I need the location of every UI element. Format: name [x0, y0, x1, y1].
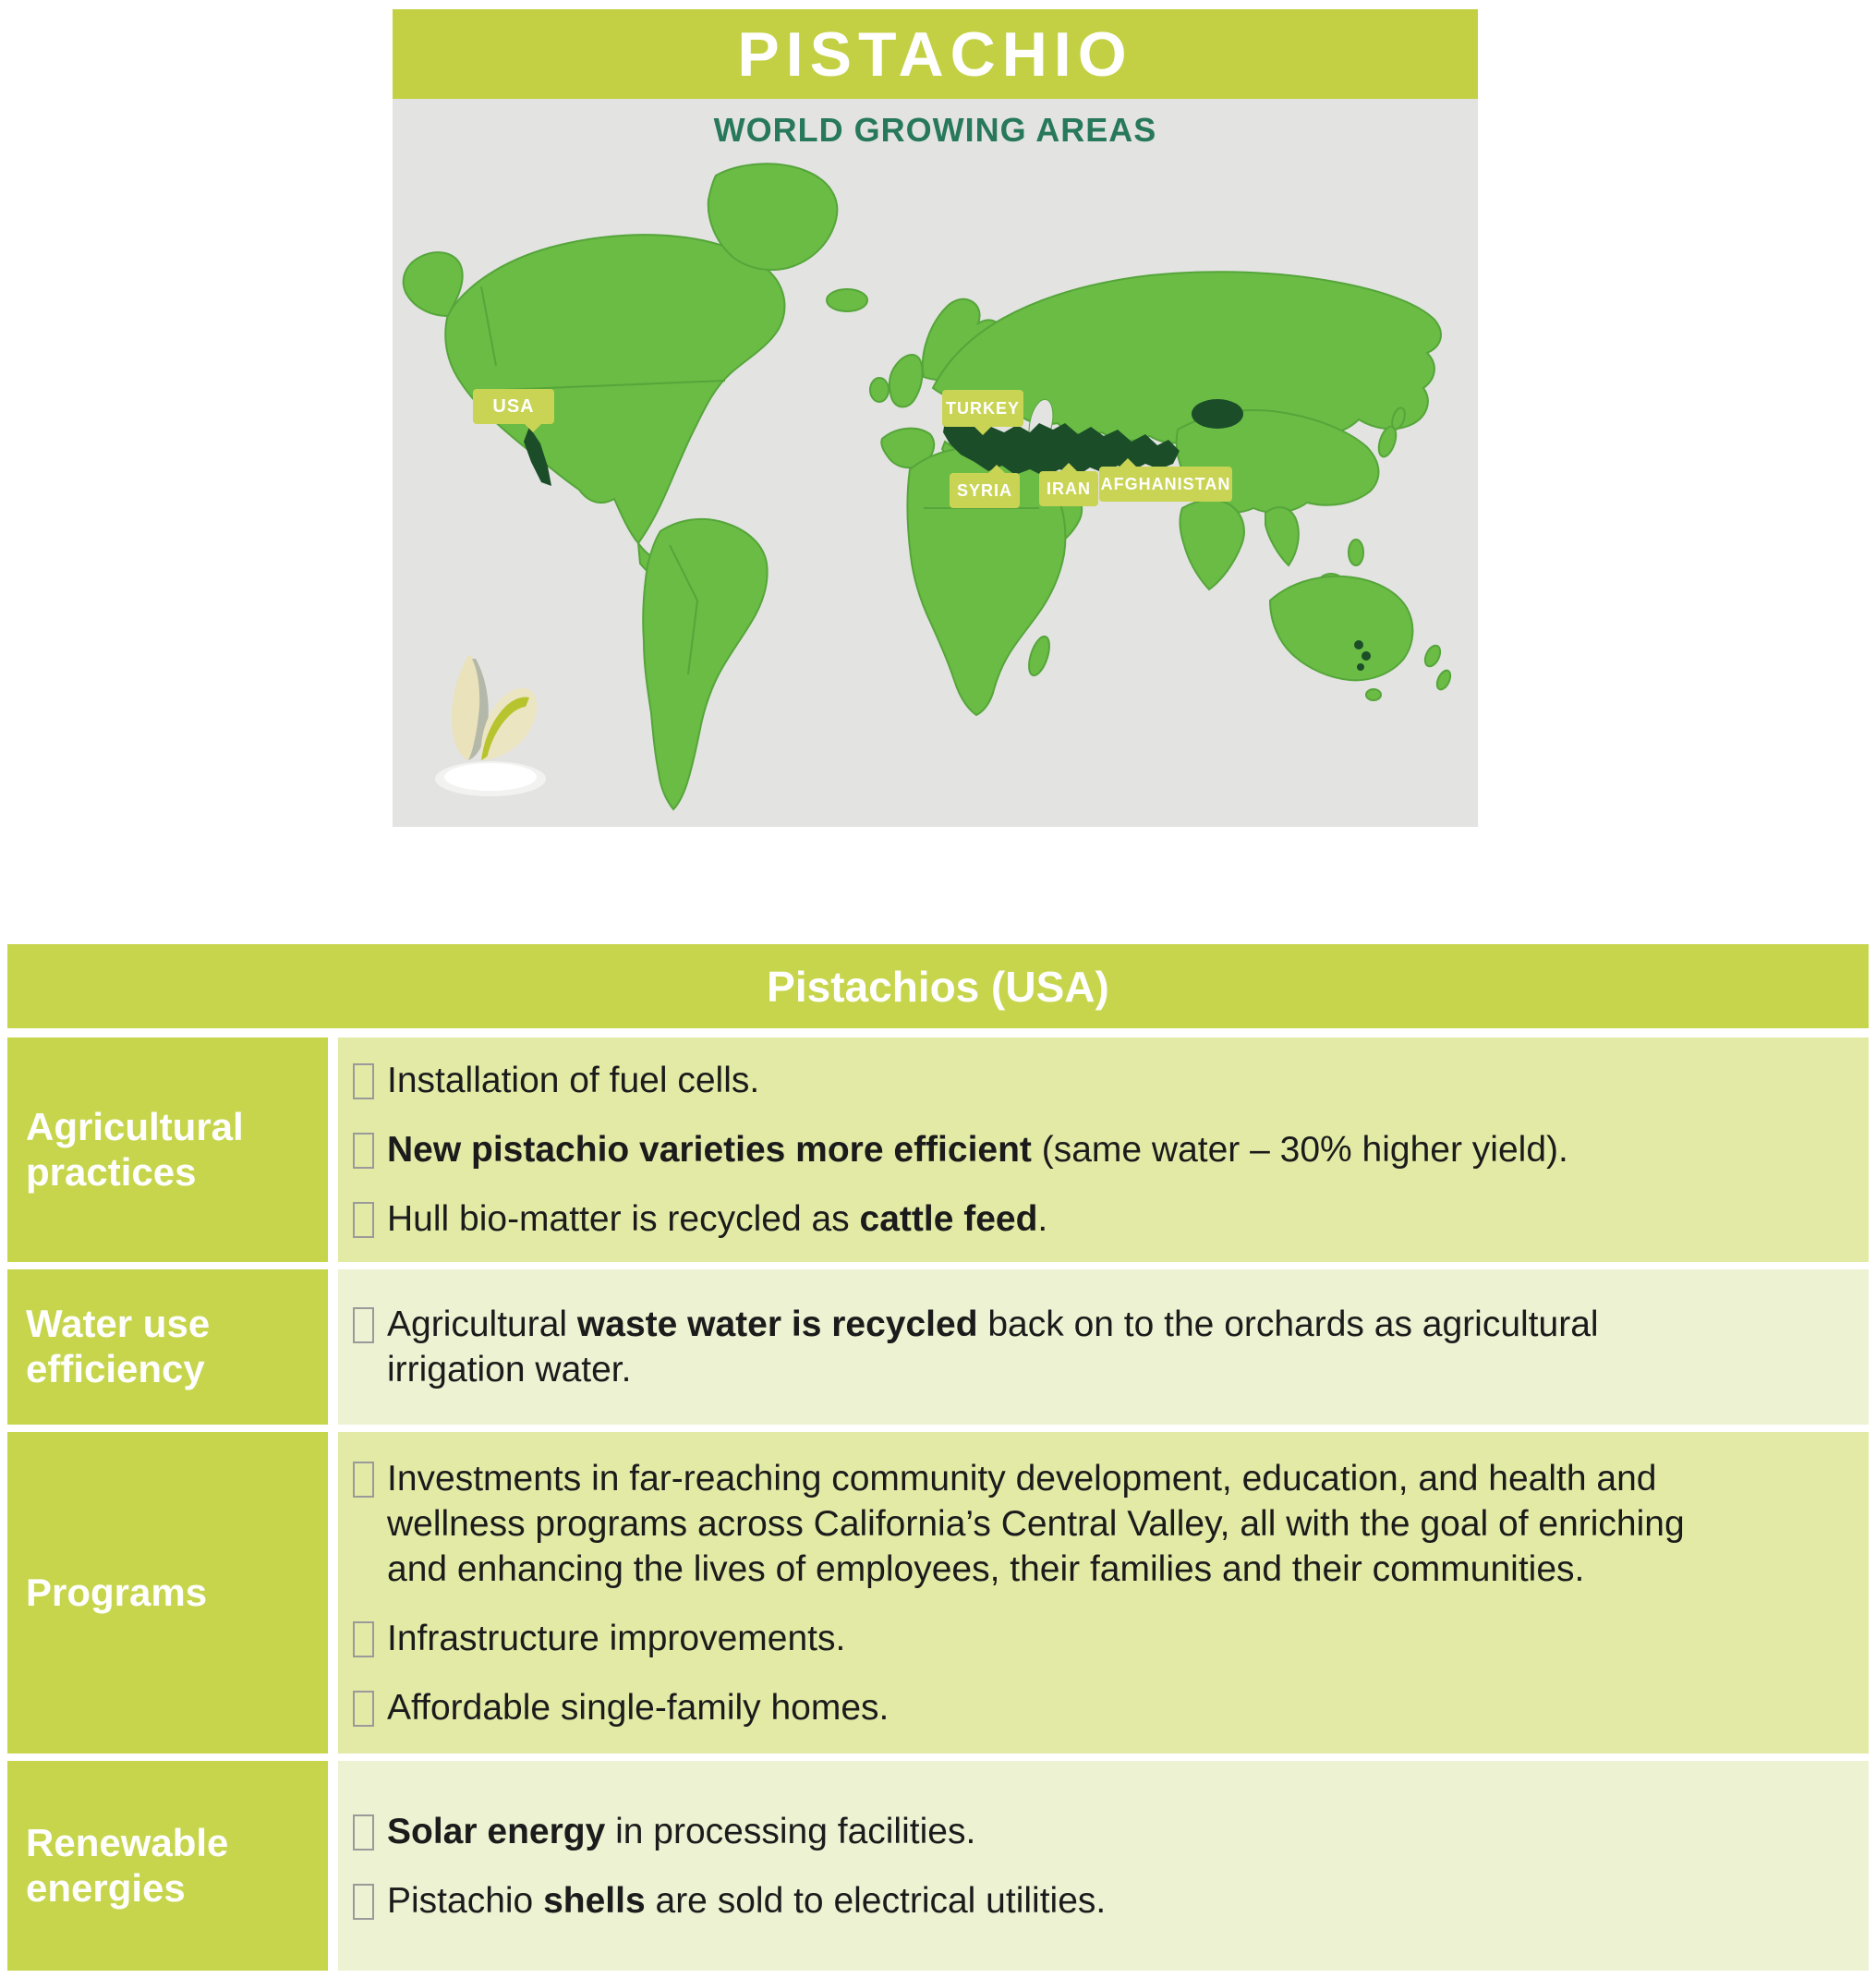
bullet-item [353, 1456, 1730, 1592]
table-row [7, 1761, 1869, 1971]
table-row [7, 1038, 1869, 1262]
world-map-figure [393, 9, 1478, 827]
bullet-item [353, 1058, 1730, 1103]
bullet-square-icon [353, 1202, 374, 1238]
row-content [338, 1038, 1869, 1262]
row-label: Water use efficiency [7, 1269, 328, 1425]
bullet-square-icon [353, 1063, 374, 1099]
bullet-text: Affordable single-family homes. [387, 1687, 890, 1728]
bullet-text: Investments in far-reaching community development, education, and health and wellness programs across California’s Central Valley, all with the goal of enriching and enhancing the lives of employees, their families and their communities. [387, 1458, 1685, 1589]
row-content [338, 1761, 1869, 1971]
bullet-square-icon [353, 1307, 374, 1343]
bullet-item [353, 1302, 1730, 1392]
table-header: Pistachios (USA) [7, 944, 1869, 1028]
bullet-square-icon [353, 1884, 374, 1920]
bullet-item [353, 1878, 1730, 1923]
bullet-text: Infrastructure improvements. [387, 1618, 846, 1658]
bullet-square-icon [353, 1691, 374, 1727]
bullet-text: Solar energy in processing facilities. [387, 1811, 976, 1851]
growing-areas-table [7, 944, 1869, 1978]
table-row [7, 1269, 1869, 1425]
bullet-text: Pistachio shells are sold to electrical utilities. [387, 1880, 1107, 1921]
pistachio-logo-icon [431, 642, 551, 799]
bullet-text: New pistachio varieties more efficient (same water – 30% higher yield). [387, 1130, 1568, 1170]
bullet-text: Agricultural waste water is recycled back on to the orchards as agricultural irrigation water. [387, 1305, 1599, 1389]
map-banner [393, 9, 1478, 99]
row-label: Renewable energies [7, 1761, 328, 1971]
row-label: Agricultural practices [7, 1038, 328, 1262]
row-content [338, 1269, 1869, 1425]
bullet-item [353, 1127, 1730, 1172]
row-content [338, 1432, 1869, 1754]
map-subtitle: WORLD GROWING AREAS [713, 111, 1157, 149]
bullet-square-icon [353, 1814, 374, 1851]
row-label: Programs [7, 1432, 328, 1754]
bullet-item [353, 1616, 1730, 1661]
map-tag-usa: USA [473, 389, 554, 424]
map-tag-iran: IRAN [1039, 471, 1098, 506]
continent-australia [1270, 576, 1453, 700]
bullet-item [353, 1809, 1730, 1854]
map-tag-turkey: TURKEY [942, 390, 1023, 427]
bullet-item [353, 1685, 1730, 1730]
table-rows [7, 1038, 1869, 1971]
bullet-square-icon [353, 1462, 374, 1498]
continent-south-america [643, 519, 767, 809]
table-row [7, 1432, 1869, 1754]
map-tag-afghanistan: AFGHANISTAN [1099, 467, 1232, 502]
map-title: PISTACHIO [737, 18, 1133, 90]
bullet-text: Installation of fuel cells. [387, 1061, 760, 1100]
bullet-square-icon [353, 1133, 374, 1169]
map-tag-syria: SYRIA [950, 473, 1020, 508]
bullet-square-icon [353, 1621, 374, 1657]
bullet-item [353, 1196, 1730, 1242]
bullet-text: Hull bio-matter is recycled as cattle feed. [387, 1199, 1048, 1239]
